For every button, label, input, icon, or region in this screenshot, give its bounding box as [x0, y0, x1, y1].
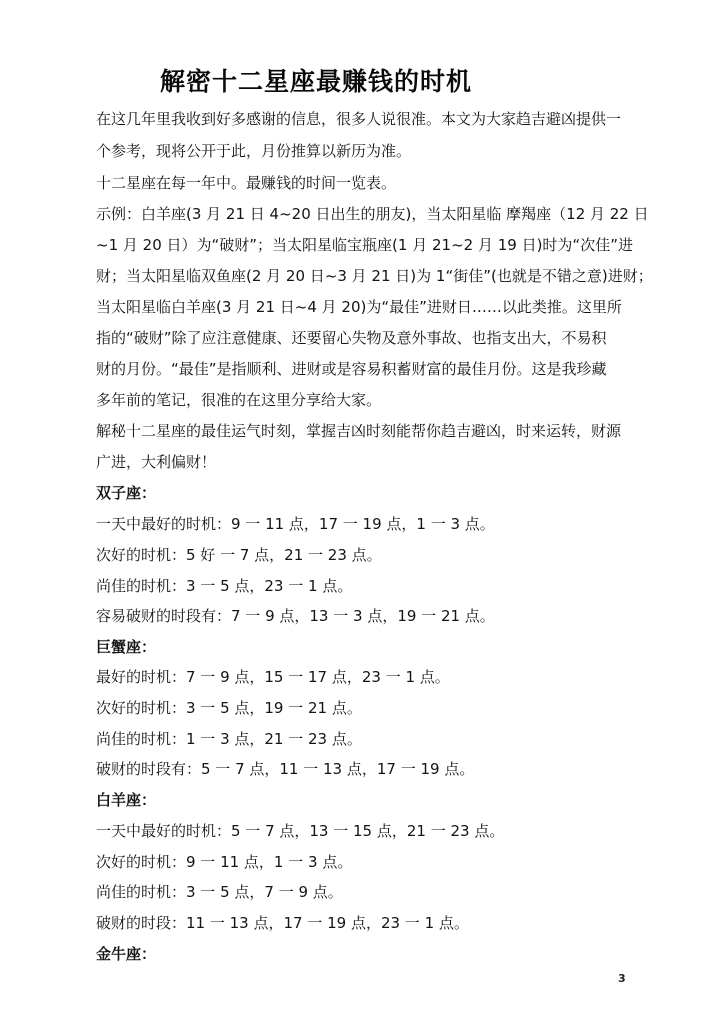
intro-line: 示例：白羊座(3 月 21 日 4~20 日出生的朋友)，当太阳星临 摩羯座（12 月 22 日: [96, 205, 649, 223]
list-item: 一天中最好的时机：5 一 7 点，13 一 15 点，21 一 23 点。: [96, 822, 505, 840]
intro-line: 财的月份。“最佳”是指顺利、进财或是容易积蓄财富的最佳月份。这是我珍藏: [96, 360, 607, 378]
intro-line: 指的“破财”除了应注意健康、还要留心失物及意外事故、也指支出大，不易积: [96, 329, 607, 347]
intro-line: 财；当太阳星临双鱼座(2 月 20 日~3 月 21 日)为 1“街佳”(也就是不错之意)进财；: [96, 267, 653, 285]
list-item: 尚佳的时机：3 一 5 点，7 一 9 点。: [96, 883, 343, 901]
intro-line: 在这几年里我收到好多感谢的信息，很多人说很准。本文为大家趋吉避凶提供一: [96, 110, 622, 128]
section-heading-cancer: 巨蟹座：: [96, 638, 157, 656]
list-item: 次好的时机：3 一 5 点，19 一 21 点。: [96, 699, 362, 717]
intro-line: 当太阳星临白羊座(3 月 21 日~4 月 20)为“最佳”进财日……以此类推。这里所: [96, 298, 622, 316]
intro-line: ~1 月 20 日）为“破财”；当太阳星临宝瓶座(1 月 21~2 月 19 日)时为“次佳”进: [96, 236, 633, 254]
list-item: 尚佳的时机：3 一 5 点，23 一 1 点。: [96, 577, 353, 595]
section-heading-aries: 白羊座：: [96, 791, 157, 809]
list-item: 最好的时机：7 一 9 点，15 一 17 点，23 一 1 点。: [96, 668, 450, 686]
page-title: 解密十二星座最赚钱的时机: [160, 67, 473, 96]
intro-line: 广进，大利偏财！: [96, 453, 217, 471]
intro-line: 十二星座在每一年中。最赚钱的时间一览表。: [96, 174, 397, 192]
intro-line: 个参考，现将公开于此，月份推算以新历为准。: [96, 142, 412, 160]
section-heading-gemini: 双子座：: [96, 484, 157, 502]
list-item: 尚佳的时机：1 一 3 点，21 一 23 点。: [96, 730, 362, 748]
page-number: 3: [618, 972, 626, 985]
section-heading-taurus: 金牛座：: [96, 945, 157, 963]
intro-line: 多年前的笔记，很准的在这里分享给大家。: [96, 391, 382, 409]
list-item: 一天中最好的时机：9 一 11 点，17 一 19 点，1 一 3 点。: [96, 515, 495, 533]
list-item: 容易破财的时段有：7 一 9 点，13 一 3 点，19 一 21 点。: [96, 607, 495, 625]
list-item: 次好的时机：9 一 11 点，1 一 3 点。: [96, 853, 353, 871]
list-item: 破财的时段有：5 一 7 点，11 一 13 点，17 一 19 点。: [96, 760, 475, 778]
list-item: 破财的时段：11 一 13 点，17 一 19 点，23 一 1 点。: [96, 914, 469, 932]
list-item: 次好的时机：5 好 一 7 点，21 一 23 点。: [96, 546, 382, 564]
intro-line: 解秘十二星座的最佳运气时刻，掌握吉凶时刻能帮你趋吉避凶，时来运转，财源: [96, 422, 622, 440]
